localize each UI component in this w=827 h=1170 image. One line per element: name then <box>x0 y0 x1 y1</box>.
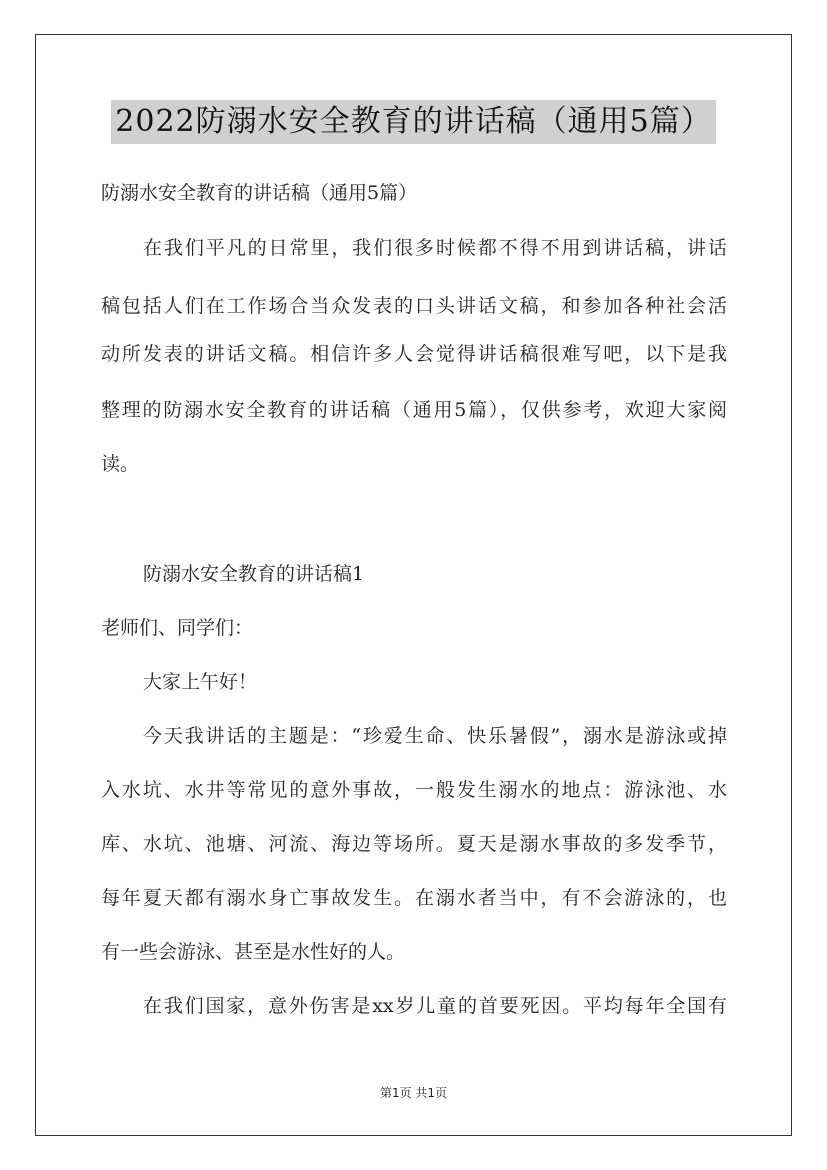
paragraph-line: 今天我讲话的主题是：“珍爱生命、快乐暑假”，溺水是游泳或掉 <box>143 725 727 747</box>
paragraph-line: 有一些会游泳、甚至是水性好的人。 <box>101 941 406 963</box>
document-body <box>101 0 727 1170</box>
paragraph-line: 每年夏天都有溺水身亡事故发生。在溺水者当中，有不会游泳的，也 <box>101 887 727 909</box>
section-heading: 防溺水安全教育的讲话稿1 <box>143 563 365 585</box>
intro-line: 稿包括人们在工作场合当众发表的口头讲话文稿，和参加各种社会活 <box>101 295 727 317</box>
intro-line: 动所发表的讲话文稿。相信许多人会觉得讲话稿很难写吧，以下是我 <box>101 343 727 365</box>
document-subtitle: 防溺水安全教育的讲话稿（通用5篇） <box>101 182 418 204</box>
salutation: 老师们、同学们： <box>101 617 254 639</box>
intro-line: 在我们平凡的日常里，我们很多时候都不得不用到讲话稿，讲话 <box>143 237 727 259</box>
paragraph-line: 入水坑、水井等常见的意外事故，一般发生溺水的地点：游泳池、水 <box>101 779 727 801</box>
paragraph-line: 在我们国家，意外伤害是xx岁儿童的首要死因。平均每年全国有 <box>143 995 727 1017</box>
intro-line: 读。 <box>101 453 140 475</box>
document-title: 2022防溺水安全教育的讲话稿（通用5篇） <box>111 100 715 144</box>
greeting: 大家上午好！ <box>143 671 258 693</box>
intro-line: 整理的防溺水安全教育的讲话稿（通用5篇），仅供参考，欢迎大家阅 <box>101 399 727 421</box>
paragraph-line: 库、水坑、池塘、河流、海边等场所。夏天是溺水事故的多发季节， <box>101 833 727 855</box>
page-footer: 第1页 共1页 <box>379 1086 448 1100</box>
